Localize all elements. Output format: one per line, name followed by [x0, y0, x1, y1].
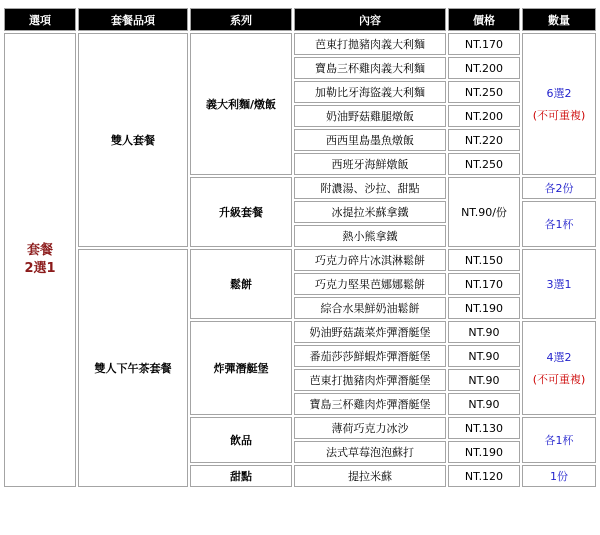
table-row [4, 249, 596, 271]
item-price: NT.170 [448, 273, 520, 295]
series-name-pasta: 義大利麵/燉飯 [190, 33, 292, 175]
quantity-dessert: 1份 [522, 465, 596, 487]
quantity-upgrade-set: 各2份 [522, 177, 596, 199]
header-option: 選項 [4, 8, 76, 31]
item-name: 芭東打拋豬肉義大利麵 [294, 33, 446, 55]
item-price: NT.90 [448, 321, 520, 343]
quantity-submarine [522, 321, 596, 415]
header-row [4, 8, 596, 31]
item-name: 寶島三杯雞肉炸彈潛艇堡 [294, 393, 446, 415]
item-price: NT.120 [448, 465, 520, 487]
item-price: NT.190 [448, 297, 520, 319]
item-name: 西西里島墨魚燉飯 [294, 129, 446, 151]
menu-table [2, 6, 598, 489]
quantity-note: (不可重複) [532, 373, 586, 386]
option-label: 套餐 [26, 243, 53, 258]
header-content: 內容 [294, 8, 446, 31]
item-name: 附濃湯、沙拉、甜點 [294, 177, 446, 199]
item-name: 奶油野菇雞腿燉飯 [294, 105, 446, 127]
option-cell [4, 33, 76, 487]
item-price: NT.170 [448, 33, 520, 55]
header-quantity: 數量 [522, 8, 596, 31]
quantity-drinks: 各1杯 [522, 417, 596, 463]
item-price: NT.200 [448, 105, 520, 127]
item-price: NT.90 [448, 345, 520, 367]
series-name-submarine: 炸彈潛艇堡 [190, 321, 292, 415]
quantity-pasta [522, 33, 596, 175]
item-name: 奶油野菇蔬菜炸彈潛艇堡 [294, 321, 446, 343]
item-price: NT.90 [448, 369, 520, 391]
series-name-waffle: 鬆餅 [190, 249, 292, 319]
item-name: 法式草莓泡泡蘇打 [294, 441, 446, 463]
series-name-dessert: 甜點 [190, 465, 292, 487]
item-price: NT.90 [448, 393, 520, 415]
series-name-drinks: 飲品 [190, 417, 292, 463]
quantity-rule: 4選2 [546, 351, 572, 364]
item-name: 西班牙海鮮燉飯 [294, 153, 446, 175]
quantity-rule: 6選2 [546, 87, 572, 100]
header-set: 套餐品項 [78, 8, 188, 31]
upgrade-price: NT.90/份 [448, 177, 520, 247]
item-name: 寶島三杯雞肉義大利麵 [294, 57, 446, 79]
item-price: NT.220 [448, 129, 520, 151]
header-price: 價格 [448, 8, 520, 31]
item-price: NT.200 [448, 57, 520, 79]
table-row [4, 33, 596, 55]
item-name: 芭東打拋豬肉炸彈潛艇堡 [294, 369, 446, 391]
item-name: 巧克力碎片冰淇淋鬆餅 [294, 249, 446, 271]
option-choice: 2選1 [24, 261, 56, 276]
item-name: 巧克力堅果芭娜娜鬆餅 [294, 273, 446, 295]
series-name-upgrade: 升級套餐 [190, 177, 292, 247]
item-name: 提拉米蘇 [294, 465, 446, 487]
item-price: NT.250 [448, 81, 520, 103]
item-price: NT.130 [448, 417, 520, 439]
item-name: 熱小熊拿鐵 [294, 225, 446, 247]
item-price: NT.190 [448, 441, 520, 463]
quantity-note: (不可重複) [532, 109, 586, 122]
item-name: 番茄莎莎鮮蝦炸彈潛艇堡 [294, 345, 446, 367]
item-price: NT.250 [448, 153, 520, 175]
header-series: 系列 [190, 8, 292, 31]
item-price: NT.150 [448, 249, 520, 271]
quantity-upgrade-drink: 各1杯 [522, 201, 596, 247]
set-name-afternoon-tea: 雙人下午茶套餐 [78, 249, 188, 487]
item-name: 冰提拉米蘇拿鐵 [294, 201, 446, 223]
set-name-couple: 雙人套餐 [78, 33, 188, 247]
item-name: 綜合水果鮮奶油鬆餅 [294, 297, 446, 319]
item-name: 加勒比牙海盜義大利麵 [294, 81, 446, 103]
item-name: 薄荷巧克力冰沙 [294, 417, 446, 439]
quantity-waffle: 3選1 [522, 249, 596, 319]
